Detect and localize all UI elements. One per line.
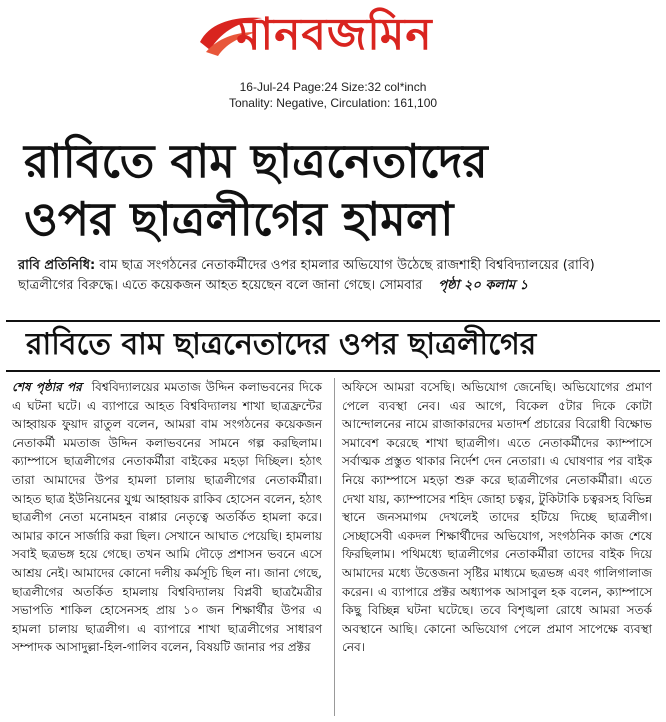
article-column-left xyxy=(12,378,322,657)
byline: রাবি প্রতিনিধি: xyxy=(18,258,96,273)
intro-text: বাম ছাত্র সংগঠনের নেতাকর্মীদের ওপর হামলার অভিযোগ উঠেছে রাজশাহী বিশ্ববিদ্যালয়ের (রাবি) ছাত্রলীগের বিরুদ্ধে। এতে কয়েকজন আহত হয়েছেন বলে জানা গেছে। সোমবার xyxy=(18,258,595,293)
headline-line-2: ওপর ছাত্রলীগের হামলা xyxy=(24,192,454,246)
column-left-text: বিশ্ববিদ্যালয়ের মমতাজ উদ্দিন কলাভবনের দিকে এ ঘটনা ঘটে। এ ব্যাপারে আহত বিশ্ববিদ্যালয় শাখা ছাত্রফ্রন্টের আহ্বায়ক ফুয়াদ রাতুল বলেন, আমরা বাম সংগঠনের কয়েকজন নেতাকর্মী মমতাজ উদ্দিন কলাভবনের সামনে গল্প করছিলাম। ক্যাম্পাসে ছাত্রলীগের নেতাকর্মীরা বাইকের মহড়া দিচ্ছিল। হঠাৎ তারা আমাদের উপর হামলা চালায় ছাত্রলীগের নেতাকর্মীরা। আহত ছাত্র ইউনিয়নের যুগ্ম আহ্বায়ক রাকিব হোসেন বলেন, হঠাৎ ছাত্রলীগ নেতা মনোমহন বাপ্পার নেতৃত্বে অতর্কিত হামলা করে। আমার কানে সার্জারি করা ছিল। সেখানে আঘাত পেয়েছি। হামলায় সবাই ছত্রভঙ্গ হয়ে গেছে। তখন আমি দৌড়ে প্রশাসন ভবনে এসে আশ্রয় নেই। আমাদের কোনো দলীয় কর্মসূচি ছিল না। জানা গেছে, ছাত্রলীগের অতর্কিত হামলায় বিশ্ববিদ্যালয় বিপ্লবী ছাত্রমৈত্রীর সভাপতি শাকিল হোসেনসহ প্রায় ১০ জন শিক্ষার্থীর উপর এ হামলা চালায় ছাত্রলীগ। এ ব্যাপারে শাখা ছাত্রলীগের সাধারণ সম্পাদক আসাদুল্লা-হিল-গালিব বলেন, বিষয়টি জানার পর প্রক্টর xyxy=(12,380,323,655)
jump-reference: পৃষ্ঠা ২০ কলাম ১ xyxy=(438,278,529,293)
clipping-meta-tonality: Tonality: Negative, Circulation: 161,100 xyxy=(228,96,438,110)
newspaper-logo xyxy=(196,4,476,68)
masthead xyxy=(0,0,666,110)
continued-from-label: শেষ পৃষ্ঠার পর xyxy=(12,380,82,394)
continuation-headline: রাবিতে বাম ছাত্রনেতাদের ওপর ছাত্রলীগের xyxy=(26,327,537,362)
column-divider xyxy=(334,378,335,716)
column-right-text: অফিসে আমরা বসেছি। অভিযোগ জেনেছি। অভিযোগের প্রমাণ পেলে ব্যবস্থা নেব। এর আগে, বিকেল ৫টার দিকে কোটা আন্দোলনের নামে রাজাকারদের মতাদর্শ প্রচারের বিরোধী বিক্ষোভ সমাবেশ করেছে শাখা ছাত্রলীগ। এতে নেতাকর্মীদের ক্যাম্পাসে সর্বাত্মক প্রস্তুত থাকার নির্দেশ দেন নেতারা। এ ঘোষণার পর বাইক নিয়ে ক্যাম্পাসে মহড়া শুরু করে ছাত্রলীগের নেতাকর্মীরা। এতে দেখা যায়, ক্যাম্পাসের শহিদ জোহা চত্বর, টুকিটাকি চত্বরসহ বিভিন্ন স্থানে জনসমাগম দেখলেই তাদের হটিয়ে দিচ্ছে ছাত্রলীগ। সেচ্ছাসেবী একদল শিক্ষার্থীদের অভিযোগ, সংগঠনিক কাজ শেষে ফিরছিলাম। পথিমধ্যে ছাত্রলীগের নেতাকর্মীরা তাদের বাইক দিয়ে আমাদের মধ্যে উত্তেজনা সৃষ্টির মাধ্যমে ছত্রভঙ্গ এবং গালিগালাজ করেন। এ ব্যাপারে প্রক্টর অধ্যাপক আসাবুল হক বলেন, ক্যাম্পাসে কিছু বিচ্ছিন্ন ঘটনা ঘটেছে। তবে বিশৃঙ্খলা রোধে আমরা সতর্ক অবস্থানে আছি। কোনো অভিযোগ পেলে প্রমাণ সাপেক্ষে ব্যবস্থা নেব। xyxy=(342,380,652,655)
article-intro xyxy=(18,256,648,296)
logo-text: মানবজমিন xyxy=(236,9,433,60)
divider-top xyxy=(6,320,660,322)
clipping-meta-date: 16-Jul-24 Page:24 Size:32 col*inch xyxy=(239,80,427,94)
divider-bottom xyxy=(6,370,660,372)
headline-line-1: রাবিতে বাম ছাত্রনেতাদের xyxy=(24,134,488,188)
article-column-right xyxy=(342,378,652,657)
